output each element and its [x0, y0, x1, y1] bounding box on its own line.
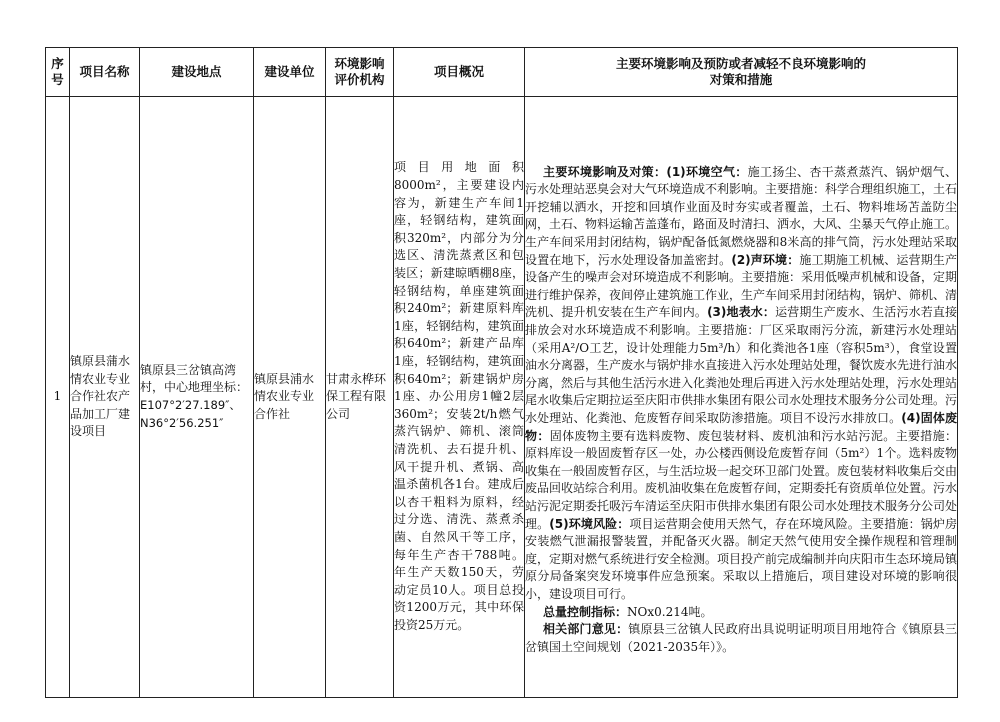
air-text: 施工扬尘、杏干蒸煮蒸汽、锅炉烟气、污水处理站恶臭会对大气环境造成不利影响。主要措施：科学合理组织施工，土石开挖辅以洒水，开挖和回填作业面及时夯实或者覆盖，土石、物料堆场苫盖防尘网，土石、物料运输苫盖蓬布，路面及时清扫、洒水，大风、尘暴天气停止施工。生产车间采用封闭结构，锅炉配备低氮燃烧器和8米高的排气筒，污水处理站采取设置在地下，污水处理设备加盖密封。: [525, 164, 958, 267]
project-table: [45, 47, 958, 698]
row-overview: 项目用地面积8000m²，主要建设内容为，新建生产车间1座，轻钢结构，建筑面积320m²，内部分为分选区、清洗蒸煮区和包装区；新建晾晒棚8座，轻钢结构，单座建筑面积240m²；新建原料库1座，轻钢结构，建筑面积640m²；新建产品库1座，轻钢结构，建筑面积640m²；新建锅炉房1座、办公用房1幢2层360m²；安装2t/h燃气蒸汽锅炉、筛机、滚筒清洗机、去石提升机、风干提升机、煮锅、高温杀菌机各1台。建成后以杏干粗料为原料，经过分选、清洗、蒸煮杀菌、自然风干等工序，每年生产杏干788吨。年生产天数150天，劳动定员10人。项目总投资1200万元，其中环保投资25万元。: [394, 97, 525, 698]
total-control-text: NOx0.214吨。: [627, 604, 713, 619]
water-label: (3)地表水：: [707, 305, 776, 320]
noise-label: (2)声环境：: [731, 252, 800, 267]
row-measures: [525, 97, 958, 698]
total-control-paragraph: [525, 604, 957, 622]
table-row: [46, 97, 958, 698]
table-header-row: [46, 48, 958, 97]
total-control-label: 总量控制指标：: [543, 604, 628, 619]
header-unit: 建设单位: [254, 48, 326, 97]
header-index: 序号: [46, 48, 70, 97]
header-eia-line2: 评价机构: [334, 72, 385, 87]
solid-waste-text: 固体废物主要有选料废物、废包装材料、废机油和污水站污泥。主要措施：原料库设一般固废暂存区一处，办公楼西侧设危废暂存间（5m²）1个。选料废物收集在一般固废暂存区，与生活垃圾一起交环卫部门处置。废包装材料收集后交由废品回收站综合利用。废机油收集在危废暂存间，定期委托有资质单位处置。污水站污泥定期委托吸污车清运至庆阳市供排水集团有限公司水处理技术服务分公司处理。: [525, 428, 958, 531]
header-project-name: 项目名称: [70, 48, 140, 97]
measures-impacts-paragraph: [525, 164, 957, 604]
noise-text: 施工期施工机械、运营期生产设备产生的噪声会对环境造成不利影响。主要措施：采用低噪声机械和设备，定期进行维护保养，夜间停止建筑施工作业，生产车间采用封闭结构，锅炉、筛机、清洗机、提升机安装在生产车间内。: [525, 252, 958, 320]
header-measures-line1: 主要环境影响及预防或者减轻不良环境影响的: [615, 56, 866, 71]
header-overview: 项目概况: [394, 48, 525, 97]
header-site: 建设地点: [140, 48, 254, 97]
row-site-coordinates: E107°2′27.189″、N36°2′56.251″: [140, 398, 241, 430]
row-site: [140, 97, 254, 698]
risk-text: 项目运营期会使用天然气，存在环境风险。主要措施：锅炉房安装燃气泄漏报警装置，并配备灭火器。制定天然气使用安全操作规程和管理制度，定期对燃气系统进行安全检测。项目投产前完成编制并向庆阳市生态环境局镇原分局备案突发环境事件应急预案。采取以上措施后，项目建设对环境的影响很小，建设项目可行。: [525, 516, 958, 601]
row-unit: 镇原县浦水情农业专业合作社: [254, 97, 326, 698]
row-eia-agency: 甘肃永桦环保工程有限公司: [326, 97, 394, 698]
department-opinion-text: 镇原县三岔镇人民政府出具说明证明项目用地符合《镇原县三岔镇国土空间规划（2021-2035年）》。: [525, 622, 957, 654]
measures-impacts-label: 主要环境影响及对策：: [543, 164, 667, 179]
row-index: 1: [46, 97, 70, 698]
air-label: (1)环境空气：: [666, 164, 748, 179]
department-opinion-paragraph: [525, 621, 957, 656]
department-opinion-label: 相关部门意见：: [543, 622, 629, 637]
header-eia-line1: 环境影响: [334, 56, 385, 71]
header-measures-line2: 对策和措施: [709, 72, 773, 87]
header-measures: [525, 48, 958, 97]
solid-waste-label: (4)固体废物：: [525, 411, 957, 443]
risk-label: (5)环境风险：: [549, 516, 630, 531]
row-project-name: 镇原县蒲水情农业专业合作社农产品加工厂建设项目: [70, 97, 140, 698]
row-site-text: 镇原县三岔镇高湾村，中心地理坐标：: [140, 362, 249, 395]
water-text: 运营期生产废水、生活污水若直接排放会对水环境造成不利影响。主要措施：厂区采取雨污分流，新建污水处理站（采用A²/O工艺，设计处理能力5m³/h）和化粪池各1座（容积5m³），食堂设置油水分离器，生产废水与锅炉排水直接进入污水处理站处理，餐饮废水先进行油水分离，然后与其他生活污水进入化粪池处理后再进入污水处理站处理，污水处理站尾水收集后定期拉运至庆阳市供排水集团有限公司水处理技术服务分公司处理。污水处理站、化粪池、危废暂存间采取防渗措施。项目不设污水排放口。: [525, 305, 958, 425]
header-eia-agency: [326, 48, 394, 97]
